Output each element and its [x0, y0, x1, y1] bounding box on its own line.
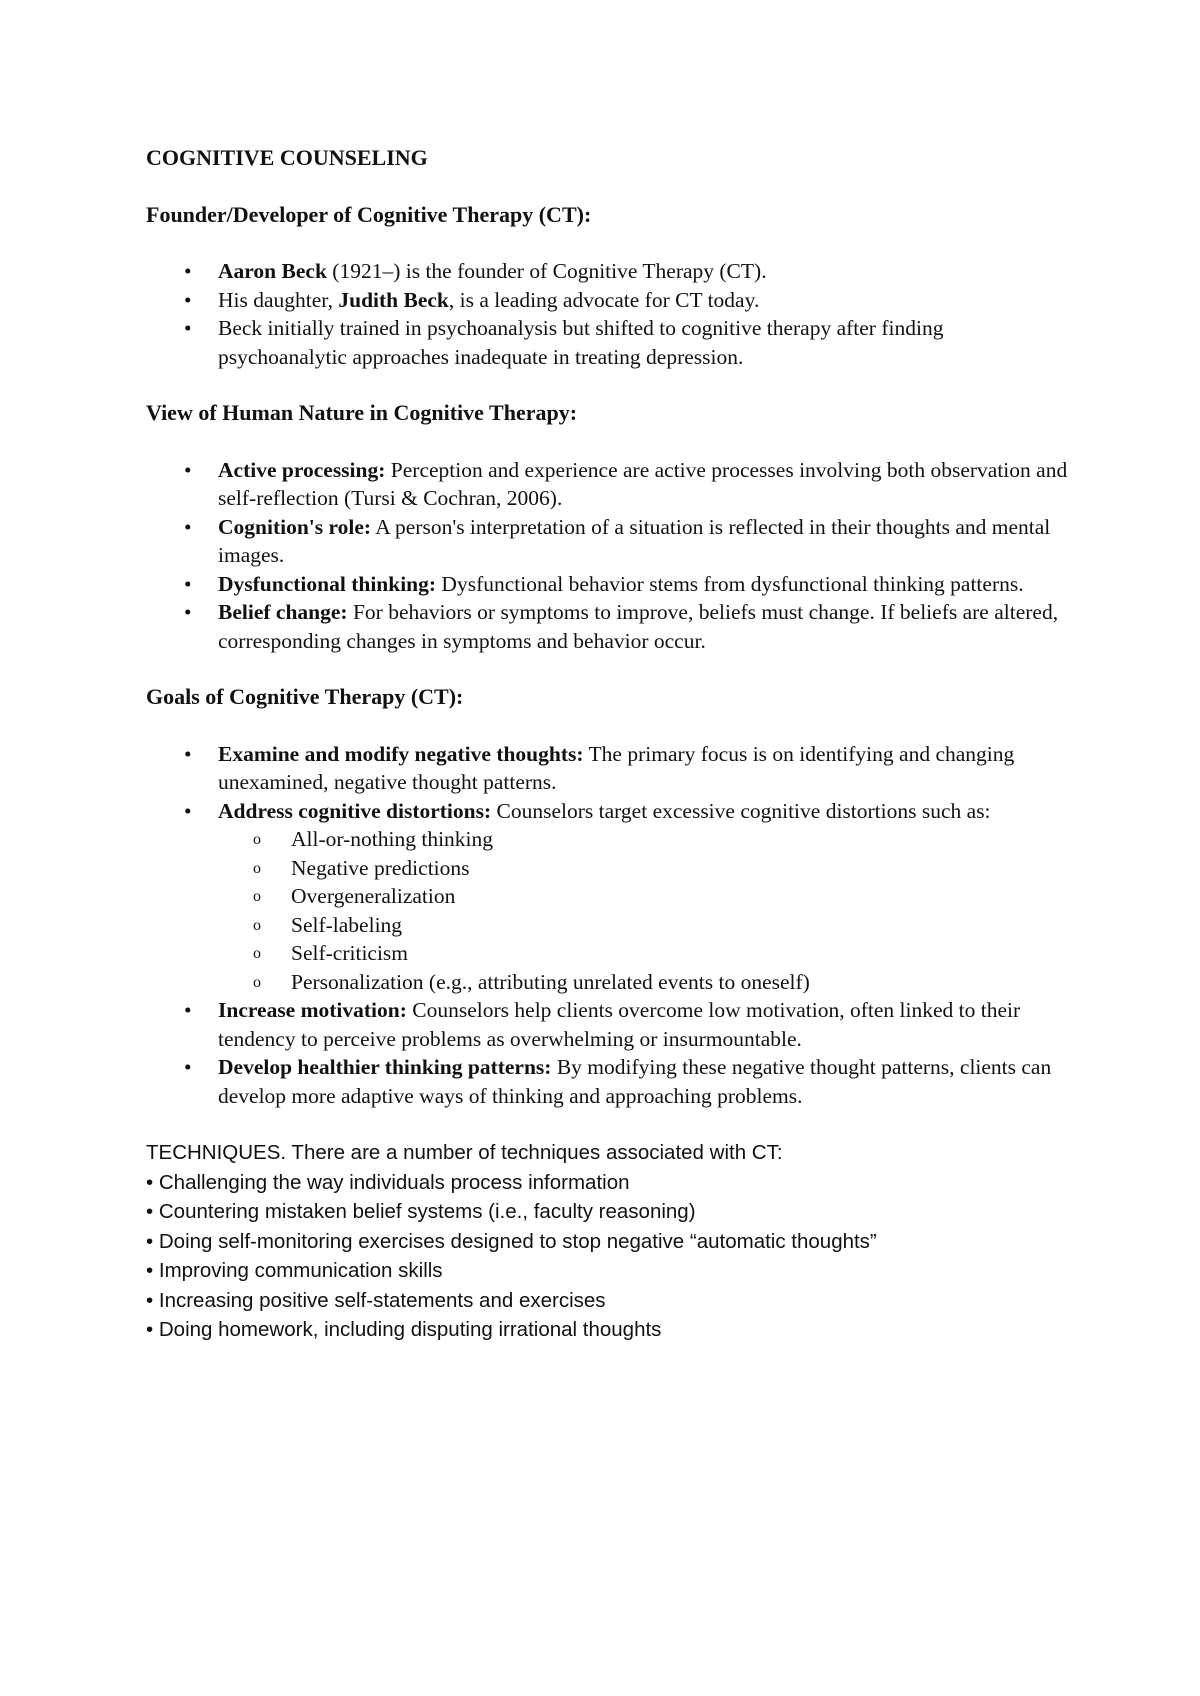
- list-item: [146, 257, 1076, 286]
- list-item: [146, 286, 1076, 315]
- distortion-item: o Overgeneralization: [218, 882, 1076, 911]
- item-term: Dysfunctional thinking:: [218, 571, 437, 596]
- list-item: [146, 996, 1076, 1053]
- goals-list: [146, 740, 1076, 1111]
- human-nature-list: [146, 456, 1076, 656]
- techniques-section: [146, 1138, 1076, 1345]
- distortions-list: [218, 825, 1076, 996]
- item-term: Increase motivation:: [218, 998, 407, 1022]
- item-term: Cognition's role:: [218, 514, 372, 539]
- distortion-item: o Personalization (e.g., attributing unrelated events to oneself): [218, 968, 1076, 997]
- list-item: [146, 314, 1076, 371]
- item-text: Perception and experience are active processes involving both observation and self-reflection (Tursi & Cochran, 2006).: [218, 457, 1068, 510]
- distortion-item: o Self-criticism: [218, 939, 1076, 968]
- document-title: COGNITIVE COUNSELING: [146, 145, 428, 170]
- technique-item: • Improving communication skills: [146, 1259, 443, 1282]
- techniques-intro: TECHNIQUES. There are a number of techniques associated with CT:: [146, 1141, 783, 1164]
- item-text: By modifying these negative thought patterns, clients can develop more adaptive ways of thinking and approaching problems.: [218, 1055, 1052, 1108]
- item-term: Address cognitive distortions:: [218, 798, 492, 823]
- list-item: [146, 513, 1076, 570]
- item-text: Counselors help clients overcome low motivation, often linked to their tendency to perceive problems as overwhelming or insurmountable.: [218, 998, 1021, 1051]
- item-term: Examine and modify negative thoughts:: [218, 741, 584, 766]
- item-term: Judith Beck: [338, 287, 449, 312]
- item-text: The primary focus is on identifying and changing unexamined, negative thought patterns.: [218, 741, 1015, 794]
- founder-heading: Founder/Developer of Cognitive Therapy (CT):: [146, 201, 592, 227]
- list-item: [146, 570, 1076, 599]
- founder-list: [146, 257, 1076, 371]
- item-term: Develop healthier thinking patterns:: [218, 1055, 552, 1079]
- list-item: [146, 1053, 1076, 1110]
- list-item: [146, 797, 1076, 997]
- item-text: Counselors target excessive cognitive distortions such as:: [491, 798, 991, 823]
- list-item: [146, 456, 1076, 513]
- item-term: Aaron Beck: [218, 259, 327, 283]
- technique-item: • Increasing positive self-statements and exercises: [146, 1288, 606, 1312]
- item-text: , is a leading advocate for CT today.: [448, 287, 760, 312]
- list-item: [146, 598, 1076, 655]
- distortion-item: o Negative predictions: [218, 854, 1076, 883]
- technique-item: • Doing homework, including disputing irrational thoughts: [146, 1318, 662, 1341]
- distortion-item: o Self-labeling: [218, 911, 1076, 940]
- technique-item: • Challenging the way individuals process information: [146, 1170, 630, 1194]
- item-text: A person's interpretation of a situation is reflected in their thoughts and mental images.: [218, 514, 1051, 567]
- item-term: Belief change:: [218, 600, 348, 624]
- document-page: [146, 144, 1076, 1345]
- distortion-item: o All-or-nothing thinking: [218, 825, 1076, 854]
- item-prefix: His daughter,: [218, 287, 339, 312]
- item-text: (1921–) is the founder of Cognitive Therapy (CT).: [326, 259, 767, 283]
- goals-heading: Goals of Cognitive Therapy (CT):: [146, 684, 464, 709]
- item-text: For behaviors or symptoms to improve, beliefs must change. If beliefs are altered, corresponding changes in symptoms and behavior occur.: [218, 600, 1059, 653]
- list-item: [146, 740, 1076, 797]
- technique-item: • Doing self-monitoring exercises designed to stop negative “automatic thoughts”: [146, 1229, 877, 1253]
- human-nature-heading: View of Human Nature in Cognitive Therapy:: [146, 400, 578, 425]
- item-text: Dysfunctional behavior stems from dysfunctional thinking patterns.: [436, 571, 1024, 596]
- technique-item: • Countering mistaken belief systems (i.e., faculty reasoning): [146, 1200, 696, 1223]
- item-term: Active processing:: [218, 457, 386, 482]
- item-text: Beck initially trained in psychoanalysis but shifted to cognitive therapy after finding psychoanalytic approaches inadequate in treating depression.: [218, 316, 944, 369]
